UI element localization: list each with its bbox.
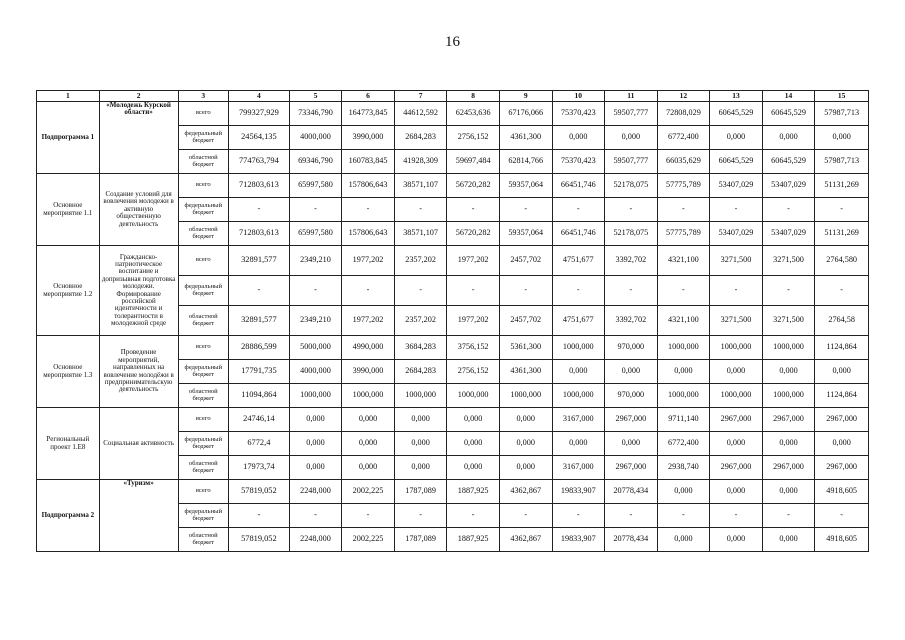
year-value-cell: 4751,677 xyxy=(552,246,605,276)
year-value-cell: - xyxy=(605,504,658,528)
year-value-cell: 0,000 xyxy=(657,480,710,504)
year-value-cell: 0,000 xyxy=(815,360,869,384)
year-value-cell: 59357,064 xyxy=(499,174,552,198)
year-value-cell: 1000,000 xyxy=(762,336,815,360)
program-name: Подпрограмма 1 xyxy=(41,132,95,141)
funding-source: федеральный бюджет xyxy=(178,432,229,456)
year-value-cell: 2938,740 xyxy=(657,456,710,480)
total-value-cell: - xyxy=(229,198,290,222)
total-value-cell: - xyxy=(229,504,290,528)
program-name: Региональный проект 1.Е8 xyxy=(46,435,90,451)
year-value-cell: 75370,423 xyxy=(552,102,605,126)
year-value-cell: 2002,225 xyxy=(342,528,395,552)
total-value-cell: 17791,735 xyxy=(229,360,290,384)
budget-table xyxy=(36,90,869,552)
year-value-cell: 2967,000 xyxy=(605,408,658,432)
year-value-cell: 0,000 xyxy=(552,432,605,456)
year-value-cell: 60645,529 xyxy=(710,150,763,174)
year-value-cell: - xyxy=(289,276,342,306)
total-value-cell: 57819,052 xyxy=(229,528,290,552)
funding-source: областной бюджет xyxy=(178,306,229,336)
year-value-cell: 2967,000 xyxy=(815,408,869,432)
year-value-cell: 3392,702 xyxy=(605,306,658,336)
column-header-2: 2 xyxy=(99,91,178,102)
year-value-cell: - xyxy=(342,504,395,528)
funding-source: областной бюджет xyxy=(178,150,229,174)
year-value-cell: - xyxy=(762,198,815,222)
year-value-cell: 1787,089 xyxy=(394,480,447,504)
year-value-cell: 4321,100 xyxy=(657,306,710,336)
year-value-cell: 2967,000 xyxy=(762,456,815,480)
column-header-14: 14 xyxy=(762,91,815,102)
year-value-cell: 0,000 xyxy=(605,126,658,150)
year-value-cell: 65997,580 xyxy=(289,222,342,246)
table-row xyxy=(37,336,869,360)
year-value-cell: - xyxy=(552,504,605,528)
year-value-cell: 2967,000 xyxy=(762,408,815,432)
year-value-cell: 2457,702 xyxy=(499,246,552,276)
year-value-cell: 20778,434 xyxy=(605,528,658,552)
year-value-cell: 1000,000 xyxy=(447,384,500,408)
program-name: Основное мероприятие 1.1 xyxy=(43,201,93,217)
year-value-cell: - xyxy=(815,198,869,222)
year-value-cell: 1977,202 xyxy=(447,306,500,336)
program-title-cell xyxy=(99,246,178,336)
year-value-cell: - xyxy=(394,276,447,306)
year-value-cell: 1977,202 xyxy=(342,246,395,276)
year-value-cell: 6772,400 xyxy=(657,126,710,150)
program-title-cell xyxy=(99,174,178,246)
year-value-cell: - xyxy=(447,276,500,306)
year-value-cell: 3990,000 xyxy=(342,126,395,150)
year-value-cell: 0,000 xyxy=(499,408,552,432)
page-number: 16 xyxy=(445,34,460,50)
year-value-cell: 0,000 xyxy=(394,456,447,480)
year-value-cell: 56720,282 xyxy=(447,174,500,198)
program-name-cell xyxy=(37,174,100,246)
year-value-cell: 0,000 xyxy=(552,126,605,150)
year-value-cell: 3756,152 xyxy=(447,336,500,360)
program-title-cell xyxy=(99,336,178,408)
year-value-cell: - xyxy=(342,276,395,306)
year-value-cell: 1887,925 xyxy=(447,480,500,504)
total-value-cell: 24564,135 xyxy=(229,126,290,150)
year-value-cell: 51131,269 xyxy=(815,222,869,246)
program-name: Подпрограмма 2 xyxy=(41,510,95,519)
year-value-cell: 0,000 xyxy=(762,360,815,384)
year-value-cell: 66035,629 xyxy=(657,150,710,174)
table-row xyxy=(37,102,869,126)
year-value-cell: 1000,000 xyxy=(499,384,552,408)
funding-source: федеральный бюджет xyxy=(178,126,229,150)
year-value-cell: 2684,283 xyxy=(394,360,447,384)
year-value-cell: 2457,702 xyxy=(499,306,552,336)
year-value-cell: 52178,075 xyxy=(605,174,658,198)
year-value-cell: 0,000 xyxy=(289,456,342,480)
column-header-7: 7 xyxy=(394,91,447,102)
year-value-cell: - xyxy=(289,198,342,222)
column-header-10: 10 xyxy=(552,91,605,102)
year-value-cell: 0,000 xyxy=(605,360,658,384)
program-title-cell xyxy=(99,102,178,174)
column-header-12: 12 xyxy=(657,91,710,102)
year-value-cell: 2002,225 xyxy=(342,480,395,504)
year-value-cell: 2357,202 xyxy=(394,306,447,336)
year-value-cell: 19833,907 xyxy=(552,528,605,552)
year-value-cell: 66451,746 xyxy=(552,222,605,246)
total-value-cell: 11094,864 xyxy=(229,384,290,408)
year-value-cell: 2349,210 xyxy=(289,306,342,336)
year-value-cell: 57987,713 xyxy=(815,150,869,174)
funding-source: областной бюджет xyxy=(178,528,229,552)
year-value-cell: 2764,580 xyxy=(815,246,869,276)
year-value-cell: 4990,000 xyxy=(342,336,395,360)
year-value-cell: 1000,000 xyxy=(762,384,815,408)
year-value-cell: - xyxy=(710,198,763,222)
funding-source: всего xyxy=(178,336,229,360)
year-value-cell: 62453,636 xyxy=(447,102,500,126)
year-value-cell: 1000,000 xyxy=(342,384,395,408)
year-value-cell: - xyxy=(447,504,500,528)
year-value-cell: - xyxy=(552,198,605,222)
year-value-cell: 44612,592 xyxy=(394,102,447,126)
year-value-cell: 65997,580 xyxy=(289,174,342,198)
year-value-cell: 57775,789 xyxy=(657,222,710,246)
column-header-15: 15 xyxy=(815,91,869,102)
funding-source: федеральный бюджет xyxy=(178,360,229,384)
total-value-cell: 17973,74 xyxy=(229,456,290,480)
year-value-cell: 56720,282 xyxy=(447,222,500,246)
year-value-cell: - xyxy=(815,276,869,306)
year-value-cell: 157806,643 xyxy=(342,222,395,246)
year-value-cell: - xyxy=(394,504,447,528)
year-value-cell: 0,000 xyxy=(762,126,815,150)
program-title: Проведение мероприятий, направленных на вовлечение молодёжи в предпринимательскую деятельность xyxy=(103,348,174,394)
table-row xyxy=(37,246,869,276)
year-value-cell: 2756,152 xyxy=(447,360,500,384)
year-value-cell: 67176,066 xyxy=(499,102,552,126)
total-value-cell: 28886,599 xyxy=(229,336,290,360)
year-value-cell: 0,000 xyxy=(762,480,815,504)
year-value-cell: 1787,089 xyxy=(394,528,447,552)
funding-source: всего xyxy=(178,480,229,504)
year-value-cell: 2248,000 xyxy=(289,528,342,552)
funding-source: всего xyxy=(178,174,229,198)
year-value-cell: 53407,029 xyxy=(710,174,763,198)
funding-source: федеральный бюджет xyxy=(178,198,229,222)
year-value-cell: 3271,500 xyxy=(710,306,763,336)
year-value-cell: 19833,907 xyxy=(552,480,605,504)
funding-source: федеральный бюджет xyxy=(178,276,229,306)
funding-source: федеральный бюджет xyxy=(178,504,229,528)
year-value-cell: 41928,309 xyxy=(394,150,447,174)
year-value-cell: 970,000 xyxy=(605,384,658,408)
year-value-cell: 6772,400 xyxy=(657,432,710,456)
year-value-cell: - xyxy=(552,276,605,306)
year-value-cell: - xyxy=(657,504,710,528)
year-value-cell: 1124,864 xyxy=(815,336,869,360)
year-value-cell: 1000,000 xyxy=(710,336,763,360)
year-value-cell: 38571,107 xyxy=(394,222,447,246)
year-value-cell: 1000,000 xyxy=(552,336,605,360)
year-value-cell: 2967,000 xyxy=(815,456,869,480)
header-row xyxy=(37,91,869,102)
table-row xyxy=(37,174,869,198)
year-value-cell: - xyxy=(657,276,710,306)
year-value-cell: 0,000 xyxy=(762,432,815,456)
year-value-cell: 2967,000 xyxy=(605,456,658,480)
year-value-cell: 59697,484 xyxy=(447,150,500,174)
year-value-cell: 2684,283 xyxy=(394,126,447,150)
year-value-cell: 4918,605 xyxy=(815,528,869,552)
table-row xyxy=(37,408,869,432)
year-value-cell: 1000,000 xyxy=(289,384,342,408)
total-value-cell: - xyxy=(229,276,290,306)
program-title: «Туризм» xyxy=(123,479,154,487)
year-value-cell: 1000,000 xyxy=(552,384,605,408)
program-title: Социальная активность xyxy=(103,438,174,447)
year-value-cell: 0,000 xyxy=(499,456,552,480)
funding-source: областной бюджет xyxy=(178,456,229,480)
year-value-cell: 0,000 xyxy=(710,528,763,552)
year-value-cell: 0,000 xyxy=(447,432,500,456)
year-value-cell: 2967,000 xyxy=(710,456,763,480)
year-value-cell: 20778,434 xyxy=(605,480,658,504)
year-value-cell: - xyxy=(605,198,658,222)
year-value-cell: 0,000 xyxy=(552,360,605,384)
year-value-cell: - xyxy=(342,198,395,222)
column-header-4: 4 xyxy=(229,91,290,102)
year-value-cell: 0,000 xyxy=(342,432,395,456)
column-header-8: 8 xyxy=(447,91,500,102)
year-value-cell: 0,000 xyxy=(394,408,447,432)
table-row xyxy=(37,480,869,504)
year-value-cell: 0,000 xyxy=(342,456,395,480)
year-value-cell: 59507,777 xyxy=(605,102,658,126)
program-title: «Молодежь Курской области» xyxy=(106,101,171,117)
year-value-cell: 3392,702 xyxy=(605,246,658,276)
year-value-cell: 3271,500 xyxy=(710,246,763,276)
column-header-11: 11 xyxy=(605,91,658,102)
total-value-cell: 6772,4 xyxy=(229,432,290,456)
year-value-cell: - xyxy=(499,276,552,306)
funding-source: всего xyxy=(178,246,229,276)
year-value-cell: 4362,867 xyxy=(499,480,552,504)
total-value-cell: 712803,613 xyxy=(229,174,290,198)
column-header-1: 1 xyxy=(37,91,100,102)
year-value-cell: 38571,107 xyxy=(394,174,447,198)
year-value-cell: 160783,845 xyxy=(342,150,395,174)
year-value-cell: 52178,075 xyxy=(605,222,658,246)
year-value-cell: 0,000 xyxy=(815,126,869,150)
column-header-3: 3 xyxy=(178,91,229,102)
year-value-cell: 4000,000 xyxy=(289,360,342,384)
year-value-cell: - xyxy=(499,198,552,222)
year-value-cell: 73346,790 xyxy=(289,102,342,126)
column-header-6: 6 xyxy=(342,91,395,102)
year-value-cell: 0,000 xyxy=(710,432,763,456)
total-value-cell: 32891,577 xyxy=(229,246,290,276)
year-value-cell: 0,000 xyxy=(710,480,763,504)
year-value-cell: 1000,000 xyxy=(657,336,710,360)
year-value-cell: 4918,605 xyxy=(815,480,869,504)
program-name-cell xyxy=(37,408,100,480)
total-value-cell: 774763,794 xyxy=(229,150,290,174)
total-value-cell: 32891,577 xyxy=(229,306,290,336)
year-value-cell: 3990,000 xyxy=(342,360,395,384)
year-value-cell: 3684,283 xyxy=(394,336,447,360)
year-value-cell: 0,000 xyxy=(499,432,552,456)
year-value-cell: 0,000 xyxy=(815,432,869,456)
column-header-13: 13 xyxy=(710,91,763,102)
year-value-cell: 0,000 xyxy=(289,408,342,432)
year-value-cell: 2357,202 xyxy=(394,246,447,276)
year-value-cell: - xyxy=(605,276,658,306)
year-value-cell: 4321,100 xyxy=(657,246,710,276)
year-value-cell: 1000,000 xyxy=(710,384,763,408)
program-title: Гражданско-патриотическое воспитание и допризывная подготовка молодежи. Формирование российской идентичности и толерантности в молодежной среде xyxy=(101,252,176,327)
year-value-cell: 1000,000 xyxy=(394,384,447,408)
year-value-cell: 4361,300 xyxy=(499,126,552,150)
year-value-cell: 59507,777 xyxy=(605,150,658,174)
program-title-cell xyxy=(99,480,178,552)
year-value-cell: 1000,000 xyxy=(657,384,710,408)
year-value-cell: 3271,500 xyxy=(762,306,815,336)
year-value-cell: 4751,677 xyxy=(552,306,605,336)
year-value-cell: 0,000 xyxy=(657,360,710,384)
year-value-cell: 75370,423 xyxy=(552,150,605,174)
program-name: Основное мероприятие 1.2 xyxy=(43,282,93,298)
program-title: Создание условий для вовлечения молодежи в активную общественную деятельность xyxy=(103,190,174,228)
year-value-cell: 2756,152 xyxy=(447,126,500,150)
year-value-cell: 2248,000 xyxy=(289,480,342,504)
year-value-cell: 0,000 xyxy=(710,360,763,384)
year-value-cell: - xyxy=(762,504,815,528)
column-header-5: 5 xyxy=(289,91,342,102)
year-value-cell: 2967,000 xyxy=(710,408,763,432)
year-value-cell: 164773,845 xyxy=(342,102,395,126)
total-value-cell: 57819,052 xyxy=(229,480,290,504)
year-value-cell: 970,000 xyxy=(605,336,658,360)
year-value-cell: 4362,867 xyxy=(499,528,552,552)
year-value-cell: 0,000 xyxy=(762,528,815,552)
year-value-cell: 1977,202 xyxy=(447,246,500,276)
year-value-cell: 53407,029 xyxy=(710,222,763,246)
year-value-cell: 2349,210 xyxy=(289,246,342,276)
year-value-cell: 4000,000 xyxy=(289,126,342,150)
funding-source: областной бюджет xyxy=(178,222,229,246)
year-value-cell: 51131,269 xyxy=(815,174,869,198)
year-value-cell: - xyxy=(447,198,500,222)
year-value-cell: 1124,864 xyxy=(815,384,869,408)
year-value-cell: 57987,713 xyxy=(815,102,869,126)
program-name-cell xyxy=(37,246,100,336)
year-value-cell: 5000,000 xyxy=(289,336,342,360)
year-value-cell: 0,000 xyxy=(289,432,342,456)
year-value-cell: 60645,529 xyxy=(710,102,763,126)
program-name-cell xyxy=(37,102,100,174)
year-value-cell: 3167,000 xyxy=(552,456,605,480)
year-value-cell: 53407,029 xyxy=(762,174,815,198)
program-name-cell xyxy=(37,336,100,408)
year-value-cell: - xyxy=(657,198,710,222)
year-value-cell: 60645,529 xyxy=(762,150,815,174)
total-value-cell: 799327,929 xyxy=(229,102,290,126)
funding-source: областной бюджет xyxy=(178,384,229,408)
year-value-cell: 0,000 xyxy=(605,432,658,456)
total-value-cell: 24746,14 xyxy=(229,408,290,432)
year-value-cell: - xyxy=(394,198,447,222)
total-value-cell: 712803,613 xyxy=(229,222,290,246)
year-value-cell: 157806,643 xyxy=(342,174,395,198)
program-name: Основное мероприятие 1.3 xyxy=(43,363,93,379)
year-value-cell: 3167,000 xyxy=(552,408,605,432)
year-value-cell: - xyxy=(815,504,869,528)
year-value-cell: 57775,789 xyxy=(657,174,710,198)
year-value-cell: 0,000 xyxy=(394,432,447,456)
year-value-cell: 62814,766 xyxy=(499,150,552,174)
year-value-cell: - xyxy=(710,504,763,528)
program-title-cell xyxy=(99,408,178,480)
year-value-cell: 1977,202 xyxy=(342,306,395,336)
year-value-cell: - xyxy=(710,276,763,306)
year-value-cell: - xyxy=(499,504,552,528)
year-value-cell: - xyxy=(762,276,815,306)
year-value-cell: 0,000 xyxy=(447,408,500,432)
year-value-cell: - xyxy=(289,504,342,528)
year-value-cell: 72808,029 xyxy=(657,102,710,126)
program-name-cell xyxy=(37,480,100,552)
year-value-cell: 53407,029 xyxy=(762,222,815,246)
year-value-cell: 60645,529 xyxy=(762,102,815,126)
funding-source: всего xyxy=(178,408,229,432)
year-value-cell: 66451,746 xyxy=(552,174,605,198)
column-header-9: 9 xyxy=(499,91,552,102)
year-value-cell: 4361,300 xyxy=(499,360,552,384)
year-value-cell: 0,000 xyxy=(710,126,763,150)
year-value-cell: 9711,140 xyxy=(657,408,710,432)
year-value-cell: 69346,790 xyxy=(289,150,342,174)
year-value-cell: 2764,58 xyxy=(815,306,869,336)
year-value-cell: 0,000 xyxy=(342,408,395,432)
funding-source: всего xyxy=(178,102,229,126)
year-value-cell: 59357,064 xyxy=(499,222,552,246)
year-value-cell: 5361,300 xyxy=(499,336,552,360)
year-value-cell: 3271,500 xyxy=(762,246,815,276)
year-value-cell: 0,000 xyxy=(447,456,500,480)
year-value-cell: 1887,925 xyxy=(447,528,500,552)
year-value-cell: 0,000 xyxy=(657,528,710,552)
